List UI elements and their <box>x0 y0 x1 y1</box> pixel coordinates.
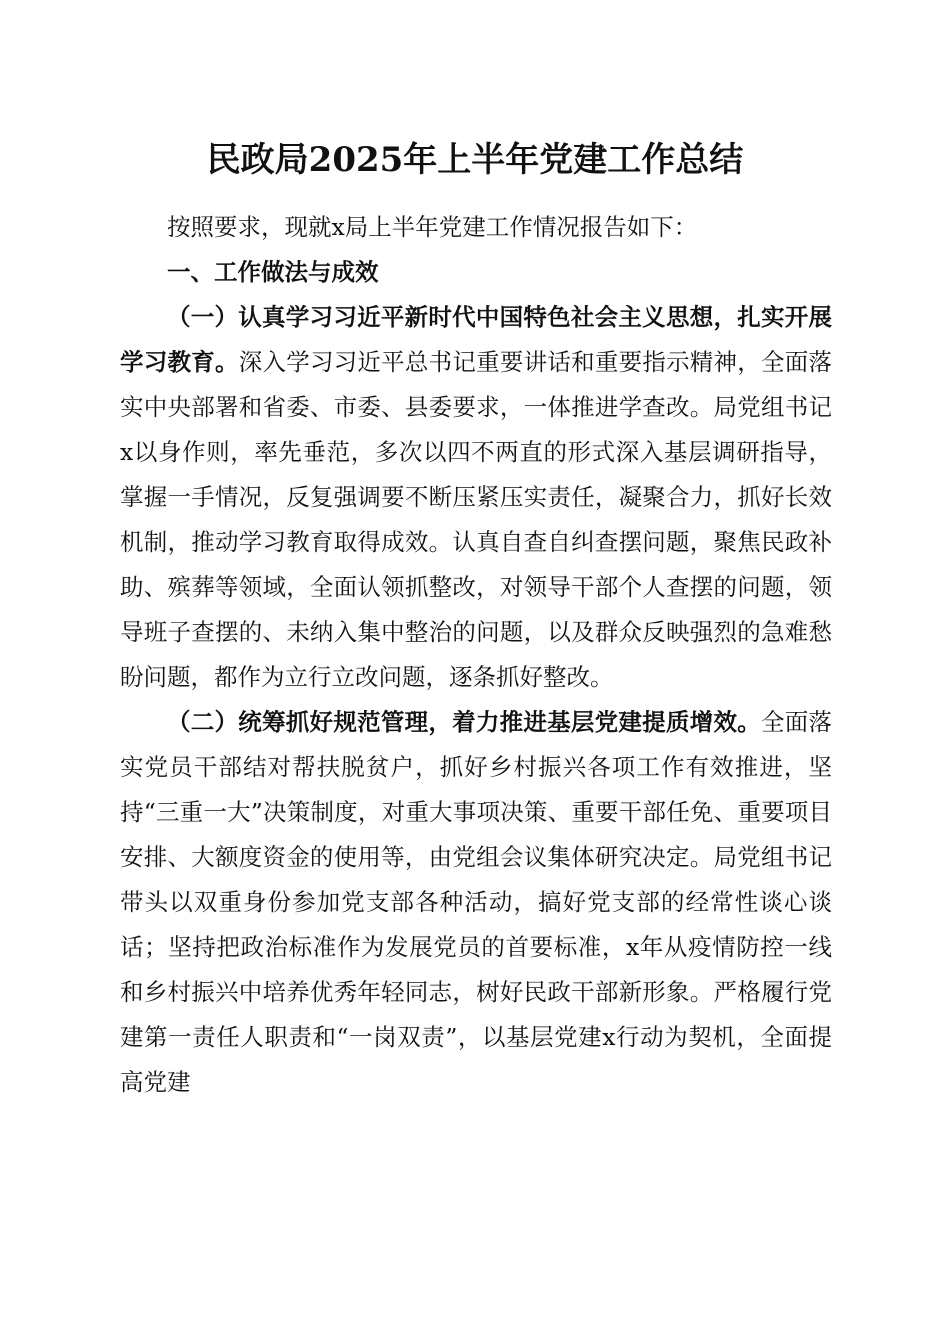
document-body <box>120 205 832 1105</box>
document-title: 民政局2025年上半年党建工作总结 <box>206 140 744 180</box>
item-1-body: 深入学习习近平总书记重要讲话和重要指示精神，全面落实中央部署和省委、市委、县委要求，一体推进学查改。局党组书记x以身作则，率先垂范，多次以四不两直的形式深入基层调研指导，掌握一手情况，反复强调要不断压紧压实责任，凝聚合力，抓好长效机制，推动学习教育取得成效。认真自查自纠查摆问题，聚焦民政补助、殡葬等领域，全面认领抓整改，对领导干部个人查摆的问题，领导班子查摆的、未纳入集中整治的问题，以及群众反映强烈的急难愁盼问题，都作为立行立改问题，逐条抓好整改。 <box>120 348 833 691</box>
intro-paragraph: 按照要求，现就x局上半年党建工作情况报告如下： <box>167 213 698 241</box>
item-2-paragraph <box>120 700 832 1105</box>
section-heading: 一、工作做法与成效 <box>167 258 379 286</box>
item-1-paragraph <box>120 295 832 700</box>
item-1-lead: （一）认真学习习近平新时代中国特色社会主义思想，扎实开展学习教育。 <box>120 303 832 376</box>
item-2-body: 全面落实党员干部结对帮扶脱贫户，抓好乡村振兴各项工作有效推进，坚持“三重一大”决策制度，对重大事项决策、重要干部任免、重要项目安排、大额度资金的使用等，由党组会议集体研究决定。局党组书记带头以双重身份参加党支部各种活动，搞好党支部的经常性谈心谈话；坚持把政治标准作为发展党员的首要标准，x年从疫情防控一线和乡村振兴中培养优秀年轻同志，树好民政干部新形象。严格履行党建第一责任人职责和“一岗双责”，以基层党建x行动为契机，全面提高党建 <box>120 708 833 1096</box>
item-2-lead: （二）统筹抓好规范管理，着力推进基层党建提质增效。 <box>167 708 761 736</box>
